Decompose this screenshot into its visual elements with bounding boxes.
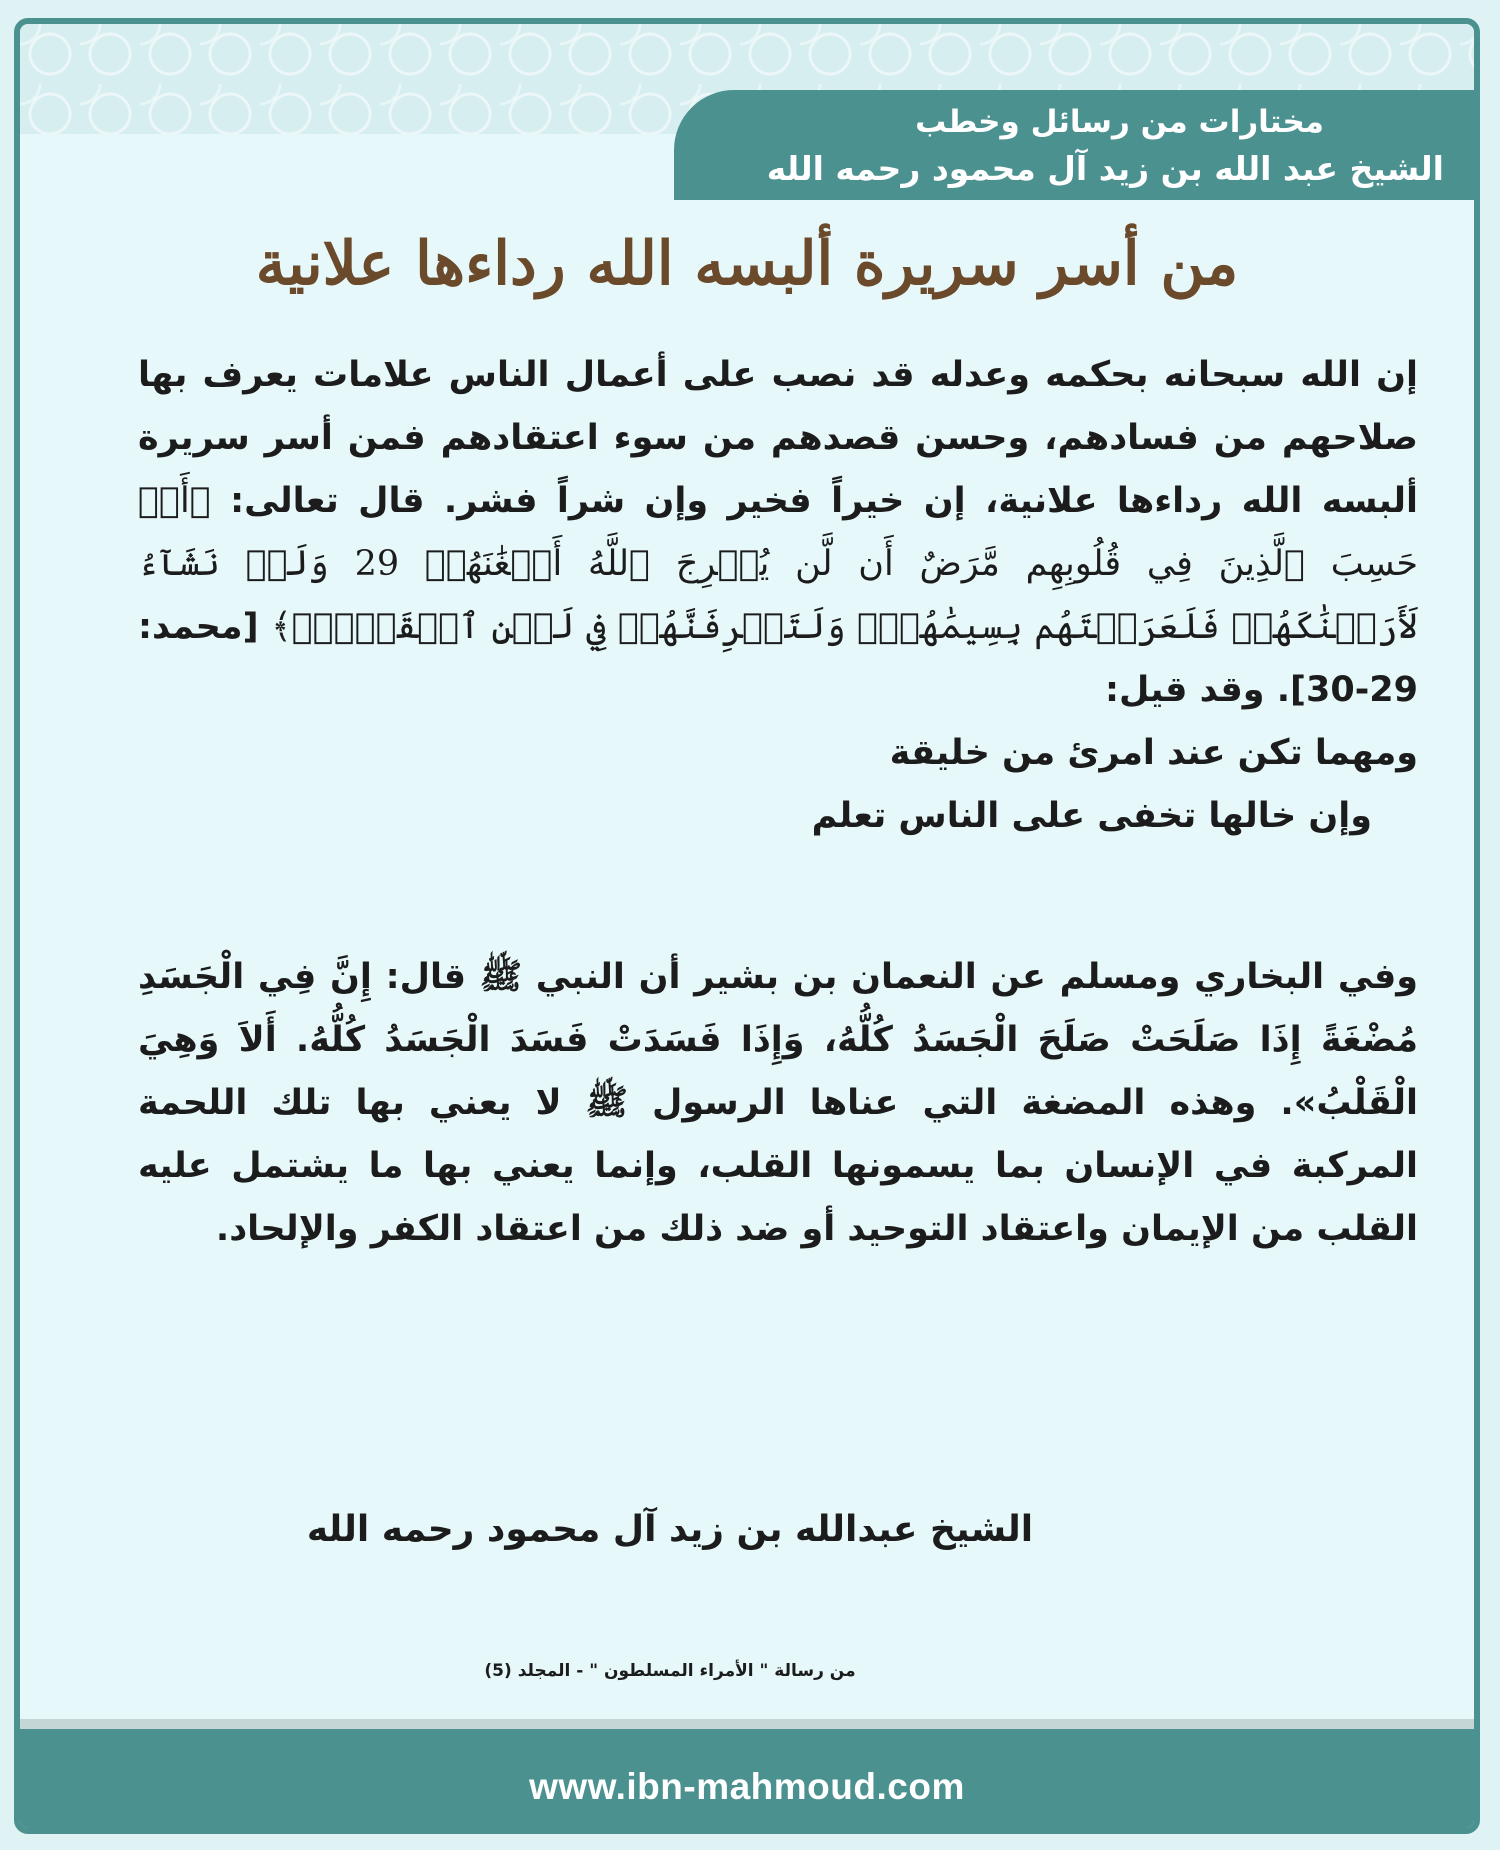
hadith-paragraph: وفي البخاري ومسلم عن النعمان بن بشير أن النبي ﷺ قال: إِنَّ فِي الْجَسَدِ مُضْغَةً إِذَا صَلَحَتْ صَلَحَ الْجَسَدُ كُلُّهُ، وَإِذَا فَسَدَتْ فَسَدَ الْجَسَدُ كُلُّهُ. أَلاَ وَهِيَ الْقَلْبُ». وهذه المضغة التي عناها الرسول ﷺ لا يعني بها تلك اللحمة المركبة في الإنسان بما يسمونها القلب، وإنما يعني بها ما يشتمل عليه القلب من الإيمان واعتقاد التوحيد أو ضد ذلك من اعتقاد الكفر والإلحاد. [138,957,1418,1249]
poem-verse-2: وإن خالها تخفى على الناس تعلم [811,796,1372,836]
source-reference: من رسالة " الأمراء المسلطون " - المجلد (5) [484,1661,856,1681]
article-body [138,344,1418,1261]
spacer [138,848,1418,946]
header-banner [674,90,1474,200]
website-link[interactable]: www.ibn-mahmoud.com [529,1766,965,1807]
intro-paragraph [138,344,1418,722]
page-frame [14,18,1480,1834]
signature: الشيخ عبدالله بن زيد آل محمود رحمه الله [306,1509,1034,1550]
footer-divider [20,1719,1474,1729]
header-author: الشيخ عبد الله بن زيد آل محمود رحمه الله [766,149,1444,188]
citation: [محمد: 29-30]. وقد قيل: [138,607,1418,710]
quran-verse: ﴿أَمۡ حَسِبَ ٱلَّذِينَ فِي قُلُوبِهِم مَّرَضٌ أَن لَّن يُخۡرِجَ ٱللَّهُ أَضۡغَٰنَهُمۡ 29 وَلَوۡ نَشَآءُ لَأَرَيۡنَٰكَهُمۡ فَلَعَرَفۡتَهُم بِسِيمَٰهُمۡۚ وَلَتَعۡرِفَنَّهُمۡ فِي لَحۡنِ ٱلۡقَوۡلِۚ﴾ [138,481,1418,647]
poem-verse-1: ومهما تكن عند امرئ من خليقة [889,733,1418,773]
intro-text: إن الله سبحانه بحكمه وعدله قد نصب على أعمال الناس علامات يعرف بها صلاحهم من فسادهم، وحسن قصدهم من سوء اعتقادهم فمن أسر سريرة ألبسه الله رداءها علانية، إن خيراً فخير وإن شراً فشر. قال تعالى: [138,355,1418,521]
footer-bar [20,1729,1474,1834]
article-title: من أسر سريرة ألبسه الله رداءها علانية [255,229,1239,299]
header-subtitle: مختارات من رسائل وخطب [915,104,1324,140]
